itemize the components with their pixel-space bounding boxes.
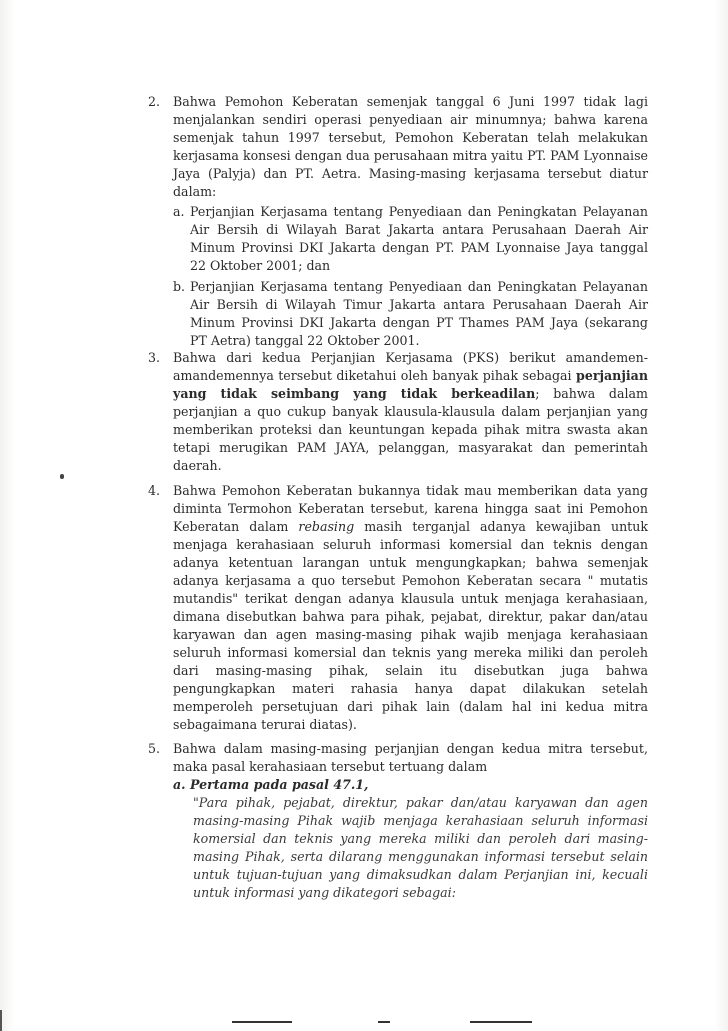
sub-heading: Pertama pada pasal 47.1, bbox=[190, 777, 369, 792]
sub-item-a bbox=[173, 203, 648, 275]
list-item-3 bbox=[148, 349, 648, 475]
item-number: 5. bbox=[148, 741, 161, 756]
sub-item-label: b. bbox=[173, 279, 186, 294]
bottom-rule bbox=[232, 1021, 292, 1023]
sub-item-a bbox=[173, 776, 648, 794]
scan-edge-mark bbox=[0, 1010, 2, 1031]
sub-item-label: a. bbox=[173, 777, 186, 792]
item-text-end: ; bahwa dalam perjanjian a quo cukup banyak klausula-klausula dalam perjanjian yang memberikan proteksi dan keuntungan kepada pihak mitra swasta akan tetapi merugikan PAM JAYA, pelanggan, masyarakat dan pemerintah daerah. bbox=[173, 386, 648, 473]
item-text-start: Bahwa dari kedua Perjanjian Kerjasama (PKS) berikut amandemen-amandemennya tersebut diketahui oleh banyak pihak sebagai bbox=[173, 350, 648, 383]
margin-speck bbox=[60, 474, 64, 479]
sub-item-text: Perjanjian Kerjasama tentang Penyediaan dan Peningkatan Pelayanan Air Bersih di Wilayah Barat Jakarta antara Perusahaan Daerah Air Minum Provinsi DKI Jakarta dengan PT. PAM Lyonnaise Jaya tanggal 22 Oktober 2001; dan bbox=[190, 204, 648, 273]
item-text-start: Bahwa Pemohon Keberatan bukannya tidak mau memberikan data yang diminta Termohon Keberatan tersebut, karena hingga saat ini Pemohon Keberatan dalam bbox=[173, 483, 648, 534]
item-text: Bahwa dalam masing-masing perjanjian dengan kedua mitra tersebut, maka pasal kerahasiaan tersebut tertuang dalam bbox=[173, 741, 648, 774]
item-text: Bahwa Pemohon Keberatan semenjak tanggal 6 Juni 1997 tidak lagi menjalankan sendiri operasi penyediaan air minumnya; bahwa karena semenjak tahun 1997 tersebut, Pemohon Keberatan telah melakukan kerjasama konsesi dengan dua perusahaan mitra yaitu PT. PAM Lyonnaise Jaya (Palyja) dan PT. Aetra. Masing-masing kerjasama tersebut diatur dalam: bbox=[173, 94, 648, 199]
item-number: 3. bbox=[148, 350, 161, 365]
sub-item-label: a. bbox=[173, 204, 185, 219]
item-text bbox=[173, 349, 648, 475]
list-item-2 bbox=[148, 93, 648, 350]
item-text-end: masih terganjal adanya kewajiban untuk menjaga kerahasiaan seluruh informasi komersial dan teknis dengan adanya ketentuan larangan untuk mengungkapkan; bahwa semenjak adanya kerjasama a quo tersebut Pemohon Keberatan secara " mutatis mutandis" terikat dengan adanya klausula untuk menjaga kerahasiaan, dimana disebutkan bahwa para pihak, pejabat, direktur, pakar dan/atau karyawan dan agen masing-masing pihak wajib menjaga kerahasiaan seluruh informasi komersial dan teknis yang mereka miliki dan peroleh dari masing-masing pihak, selain itu disebutkan juga bahwa pengungkapkan materi rahasia hanya dapat dilakukan setelah memperoleh persetujuan dari pihak lain (dalam hal ini kedua mitra sebagaimana terurai diatas). bbox=[173, 519, 648, 732]
emphasis-text: perjanjian yang tidak seimbang yang tidak berkeadilan bbox=[173, 368, 648, 401]
list-item-4 bbox=[148, 482, 648, 734]
sub-item-text: Perjanjian Kerjasama tentang Penyediaan dan Peningkatan Pelayanan Air Bersih di Wilayah Timur Jakarta antara Perusahaan Daerah Air Minum Provinsi DKI Jakarta dengan PT Thames PAM Jaya (sekarang PT Aetra) tanggal 22 Oktober 2001. bbox=[190, 279, 648, 348]
list-item-5 bbox=[148, 740, 648, 902]
bottom-rule bbox=[378, 1021, 390, 1023]
item-number: 4. bbox=[148, 483, 161, 498]
sub-item-b bbox=[173, 278, 648, 350]
italic-term: rebasing bbox=[298, 519, 355, 534]
item-number: 2. bbox=[148, 94, 161, 109]
item-text bbox=[173, 482, 648, 734]
quoted-clause: "Para pihak, pejabat, direktur, pakar dan/atau karyawan dan agen masing-masing Pihak wajib menjaga kerahasiaan seluruh informasi komersial dan teknis yang mereka miliki dan peroleh dari masing-masing Pihak, serta dilarang menggunakan informasi tersebut selain untuk tujuan-tujuan yang dimaksudkan dalam Perjanjian ini, kecuali untuk informasi yang dikategori sebagai: bbox=[193, 795, 648, 900]
bottom-rule bbox=[470, 1021, 532, 1023]
